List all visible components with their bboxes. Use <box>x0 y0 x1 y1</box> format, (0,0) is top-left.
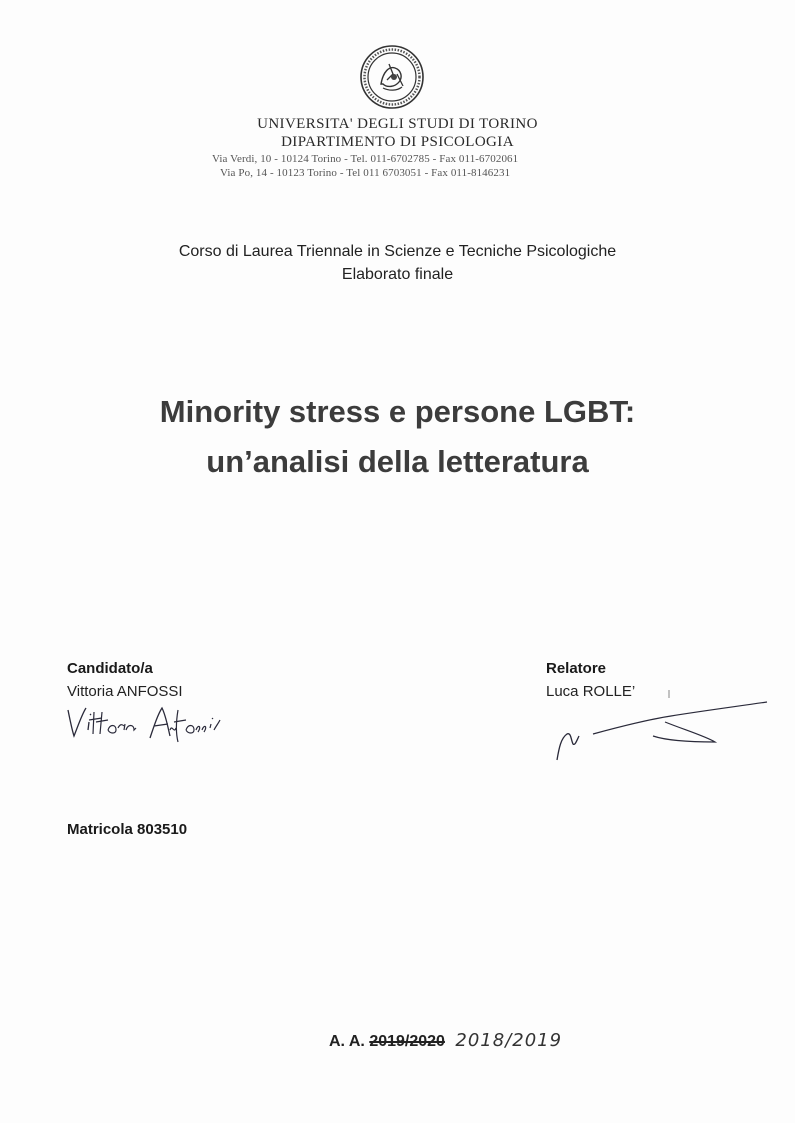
candidate-label: Candidato/a <box>67 660 153 677</box>
university-seal-icon <box>359 44 425 110</box>
university-name: UNIVERSITA' DEGLI STUDI DI TORINO <box>257 116 538 132</box>
department-name: DIPARTIMENTO DI PSICOLOGIA <box>281 134 514 150</box>
candidate-name: Vittoria ANFOSSI <box>67 683 183 700</box>
supervisor-label: Relatore <box>546 660 607 677</box>
course-name: Corso di Laurea Triennale in Scienze e Tecniche Psicologiche <box>178 243 617 260</box>
academic-year <box>329 1030 562 1051</box>
course-subtitle: Elaborato finale <box>341 266 454 283</box>
thesis-title-line-1: Minority stress e persone LGBT: <box>159 394 636 429</box>
candidate-signature <box>62 700 232 750</box>
address-line-1: Via Verdi, 10 - 10124 Torino - Tel. 011-6702785 - Fax 011-6702061 <box>212 153 519 165</box>
academic-year-handwritten: 2018/2019 <box>455 1030 563 1051</box>
academic-year-struck: 2019/2020 <box>369 1033 445 1050</box>
supervisor-signature <box>545 690 775 770</box>
thesis-title-line-2: un’analisi della letteratura <box>206 444 589 479</box>
address-line-2: Via Po, 14 - 10123 Torino - Tel 011 6703051 - Fax 011-8146231 <box>220 167 511 179</box>
supervisor-name: Luca ROLLE’ <box>546 683 636 700</box>
academic-year-prefix: A. A. <box>329 1033 365 1050</box>
student-id: Matricola 803510 <box>67 821 188 838</box>
